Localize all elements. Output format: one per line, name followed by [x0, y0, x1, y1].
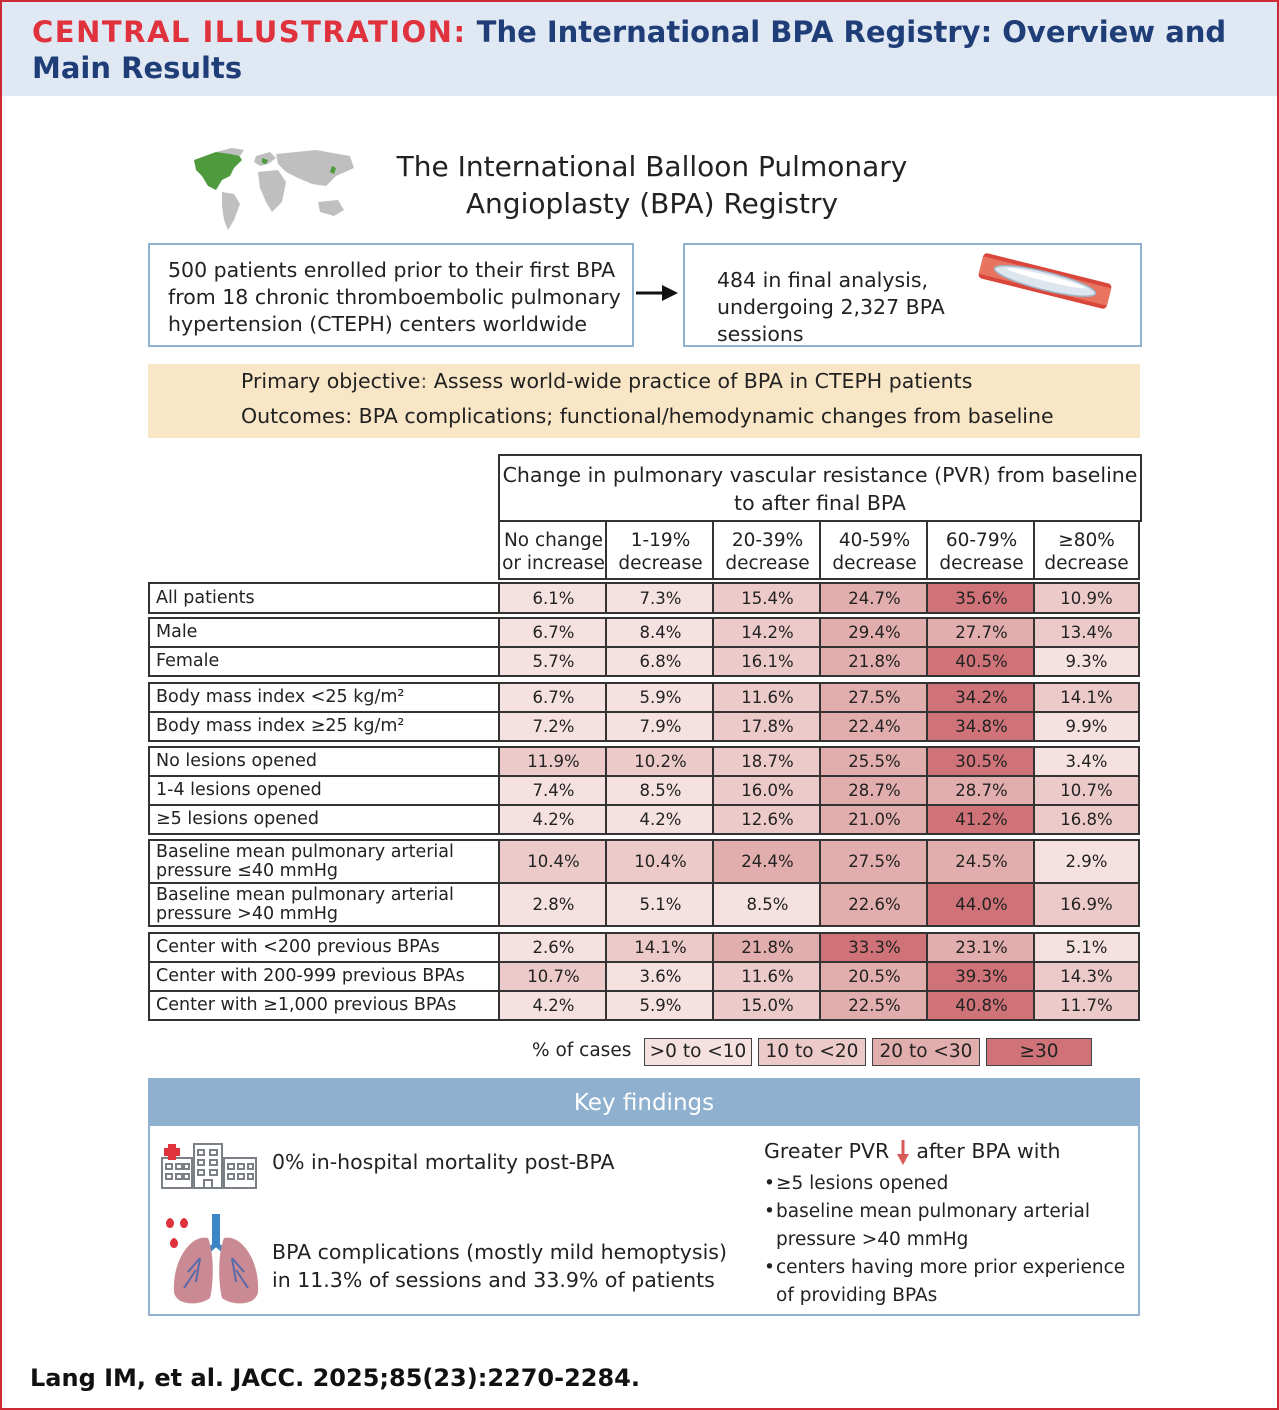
heatmap-cell: 4.2%	[498, 804, 607, 835]
key-findings-heading: Key findings	[150, 1080, 1138, 1126]
heatmap-cell: 7.2%	[498, 711, 607, 742]
legend-bin-2: 10 to <20	[758, 1038, 866, 1066]
heatmap-cell: 11.9%	[498, 746, 607, 777]
row-label: All patients	[148, 582, 499, 614]
heatmap-cell: 5.1%	[1033, 932, 1140, 963]
primary-objective-sep: :	[420, 369, 428, 393]
heatmap-cell: 3.6%	[605, 961, 714, 992]
heatmap-cell: 12.6%	[712, 804, 821, 835]
heatmap-cell: 30.5%	[926, 746, 1035, 777]
pvr-findings-heading	[764, 1136, 1134, 1166]
heatmap-cell: 8.4%	[605, 617, 714, 648]
column-header	[712, 520, 821, 580]
heatmap-cell: 6.8%	[605, 646, 714, 677]
row-label: Center with ≥1,000 previous BPAs	[148, 990, 499, 1021]
pvr-heading-a: Greater PVR	[764, 1139, 890, 1163]
heatmap-cell: 35.6%	[926, 582, 1035, 614]
row-label: Baseline mean pulmonary arterial pressure >40 mmHg	[148, 882, 499, 927]
heatmap-cell: 40.8%	[926, 990, 1035, 1021]
row-label: Body mass index <25 kg/m²	[148, 682, 499, 713]
heatmap-cell: 5.9%	[605, 990, 714, 1021]
column-header-line2: decrease	[832, 553, 917, 574]
key-findings-panel	[148, 1078, 1140, 1316]
column-header-line1: 20-39%	[731, 530, 804, 551]
heatmap-cell: 29.4%	[819, 617, 928, 648]
heatmap-cell: 17.8%	[712, 711, 821, 742]
heatmap-cell: 6.7%	[498, 617, 607, 648]
heatmap-cell: 10.4%	[605, 839, 714, 884]
heatmap-cell: 4.2%	[605, 804, 714, 835]
heatmap-cell: 23.1%	[926, 932, 1035, 963]
column-header	[498, 520, 607, 580]
heatmap-cell: 39.3%	[926, 961, 1035, 992]
heatmap-cell: 24.4%	[712, 839, 821, 884]
row-label: Baseline mean pulmonary arterial pressure ≤40 mmHg	[148, 839, 499, 884]
column-header	[1033, 520, 1140, 580]
heatmap-cell: 16.1%	[712, 646, 821, 677]
heatmap-cell: 6.1%	[498, 582, 607, 614]
registry-title	[372, 148, 932, 222]
heatmap-cell: 22.5%	[819, 990, 928, 1021]
table-title	[498, 454, 1142, 522]
heatmap-cell: 7.9%	[605, 711, 714, 742]
pvr-heading-b: after BPA with	[916, 1139, 1061, 1163]
complications-finding: BPA complications (mostly mild hemoptysis) in 11.3% of sessions and 33.9% of patients	[272, 1240, 727, 1292]
heatmap-cell: 11.7%	[1033, 990, 1140, 1021]
pvr-finding-3: • centers having more prior experience of providing BPAs	[764, 1254, 1134, 1310]
heatmap-cell: 33.3%	[819, 932, 928, 963]
column-header-line1: 1-19%	[630, 530, 691, 551]
heatmap-cell: 10.9%	[1033, 582, 1140, 614]
column-header-line1: No change	[503, 530, 604, 551]
heatmap-cell: 14.1%	[1033, 682, 1140, 713]
primary-objective-text: Assess world-wide practice of BPA in CTEPH patients	[427, 369, 973, 393]
heatmap-cell: 7.3%	[605, 582, 714, 614]
registry-title-line2: Angioplasty (BPA) Registry	[465, 187, 839, 220]
column-header	[605, 520, 714, 580]
heatmap-cell: 10.2%	[605, 746, 714, 777]
citation: Lang IM, et al. JACC. 2025;85(23):2270-2284.	[30, 1364, 640, 1392]
heatmap-cell: 2.6%	[498, 932, 607, 963]
column-header-line2: decrease	[725, 553, 810, 574]
arrow-down-icon	[896, 1138, 910, 1166]
heatmap-cell: 27.5%	[819, 839, 928, 884]
legend-bin-3: 20 to <30	[872, 1038, 980, 1066]
header-title	[32, 14, 1252, 86]
heatmap-cell: 27.5%	[819, 682, 928, 713]
heatmap-cell: 16.8%	[1033, 804, 1140, 835]
heatmap-cell: 40.5%	[926, 646, 1035, 677]
heatmap-cell: 21.8%	[712, 932, 821, 963]
header-title-text: The International BPA Registry: Overview and Main Results	[32, 15, 1227, 85]
pvr-findings	[764, 1136, 1134, 1310]
heatmap-cell: 11.6%	[712, 682, 821, 713]
column-header-line1: ≥80%	[1058, 530, 1115, 551]
heatmap-cell: 11.6%	[712, 961, 821, 992]
heatmap-cell: 15.0%	[712, 990, 821, 1021]
heatmap-cell: 20.5%	[819, 961, 928, 992]
heatmap-cell: 13.4%	[1033, 617, 1140, 648]
heatmap-cell: 10.7%	[498, 961, 607, 992]
heatmap-cell: 18.7%	[712, 746, 821, 777]
heatmap-cell: 14.3%	[1033, 961, 1140, 992]
heatmap-cell: 44.0%	[926, 882, 1035, 927]
heatmap-cell: 3.4%	[1033, 746, 1140, 777]
heatmap-cell: 24.5%	[926, 839, 1035, 884]
heatmap-cell: 34.2%	[926, 682, 1035, 713]
column-header	[926, 520, 1035, 580]
column-header-line2: decrease	[939, 553, 1024, 574]
row-label: No lesions opened	[148, 746, 499, 777]
primary-objective-key: Primary objective	[241, 369, 421, 393]
heatmap-cell: 10.4%	[498, 839, 607, 884]
heatmap-cell: 16.9%	[1033, 882, 1140, 927]
heatmap-cell: 9.9%	[1033, 711, 1140, 742]
row-label: ≥5 lesions opened	[148, 804, 499, 835]
heatmap-cell: 27.7%	[926, 617, 1035, 648]
heatmap-cell: 8.5%	[605, 775, 714, 806]
heatmap-cell: 34.8%	[926, 711, 1035, 742]
heatmap-cell: 7.4%	[498, 775, 607, 806]
pvr-finding-2: • baseline mean pulmonary arterial pressure >40 mmHg	[764, 1198, 1134, 1254]
registry-title-line1: The International Balloon Pulmonary	[396, 150, 908, 183]
enrollment-text: 500 patients enrolled prior to their first BPA from 18 chronic thromboembolic pulmonary hypertension (CTEPH) centers worldwide	[168, 258, 621, 336]
header-banner	[2, 2, 1277, 96]
row-label: 1-4 lesions opened	[148, 775, 499, 806]
enrollment-box	[148, 243, 634, 347]
heatmap-cell: 21.8%	[819, 646, 928, 677]
heatmap-cell: 14.2%	[712, 617, 821, 648]
heatmap-cell: 41.2%	[926, 804, 1035, 835]
heatmap-cell: 25.5%	[819, 746, 928, 777]
heatmap-cell: 14.1%	[605, 932, 714, 963]
legend-label: % of cases	[532, 1040, 632, 1061]
heatmap-cell: 5.9%	[605, 682, 714, 713]
row-label: Body mass index ≥25 kg/m²	[148, 711, 499, 742]
legend-bin-4: ≥30	[986, 1038, 1092, 1066]
column-header-line2: or increase	[502, 553, 605, 574]
column-header-line2: decrease	[618, 553, 703, 574]
heatmap-cell: 22.6%	[819, 882, 928, 927]
row-label: Female	[148, 646, 499, 677]
column-header-line1: 60-79%	[945, 530, 1018, 551]
heatmap-cell: 15.4%	[712, 582, 821, 614]
pvr-finding-1: • ≥5 lesions opened	[764, 1170, 1134, 1198]
heatmap-cell: 10.7%	[1033, 775, 1140, 806]
heatmap-cell: 21.0%	[819, 804, 928, 835]
pvr-findings-list	[764, 1170, 1134, 1310]
heatmap-cell: 24.7%	[819, 582, 928, 614]
lungs-icon	[160, 1212, 270, 1310]
row-label: Center with 200-999 previous BPAs	[148, 961, 499, 992]
heatmap-cell: 4.2%	[498, 990, 607, 1021]
heatmap-cell: 28.7%	[926, 775, 1035, 806]
outcomes-text: Outcomes: BPA complications; functional/hemodynamic changes from baseline	[241, 404, 1054, 428]
primary-objective	[241, 369, 972, 393]
column-header-line2: decrease	[1044, 553, 1129, 574]
balloon-catheter-icon	[975, 250, 1115, 312]
mortality-finding: 0% in-hospital mortality post-BPA	[272, 1150, 615, 1174]
heatmap-cell: 28.7%	[819, 775, 928, 806]
column-header-line1: 40-59%	[838, 530, 911, 551]
heatmap-cell: 9.3%	[1033, 646, 1140, 677]
header-label: CENTRAL ILLUSTRATION:	[32, 15, 467, 49]
heatmap-cell: 5.7%	[498, 646, 607, 677]
heatmap-cell: 8.5%	[712, 882, 821, 927]
heatmap-cell: 2.8%	[498, 882, 607, 927]
column-header	[819, 520, 928, 580]
arrow-right-icon	[634, 282, 680, 304]
table-title-text: Change in pulmonary vascular resistance (PVR) from baseline to after final BPA	[502, 463, 1138, 515]
legend-bin-1: >0 to <10	[644, 1038, 752, 1066]
heatmap-cell: 22.4%	[819, 711, 928, 742]
heatmap-cell: 16.0%	[712, 775, 821, 806]
heatmap-cell: 6.7%	[498, 682, 607, 713]
row-label: Male	[148, 617, 499, 648]
objective-panel	[148, 364, 1140, 438]
analysis-text: 484 in final analysis, undergoing 2,327 BPA sessions	[717, 268, 945, 346]
world-map-icon	[186, 146, 358, 232]
hospital-icon	[160, 1140, 258, 1190]
heatmap-cell: 2.9%	[1033, 839, 1140, 884]
row-label: Center with <200 previous BPAs	[148, 932, 499, 963]
heatmap-cell: 5.1%	[605, 882, 714, 927]
